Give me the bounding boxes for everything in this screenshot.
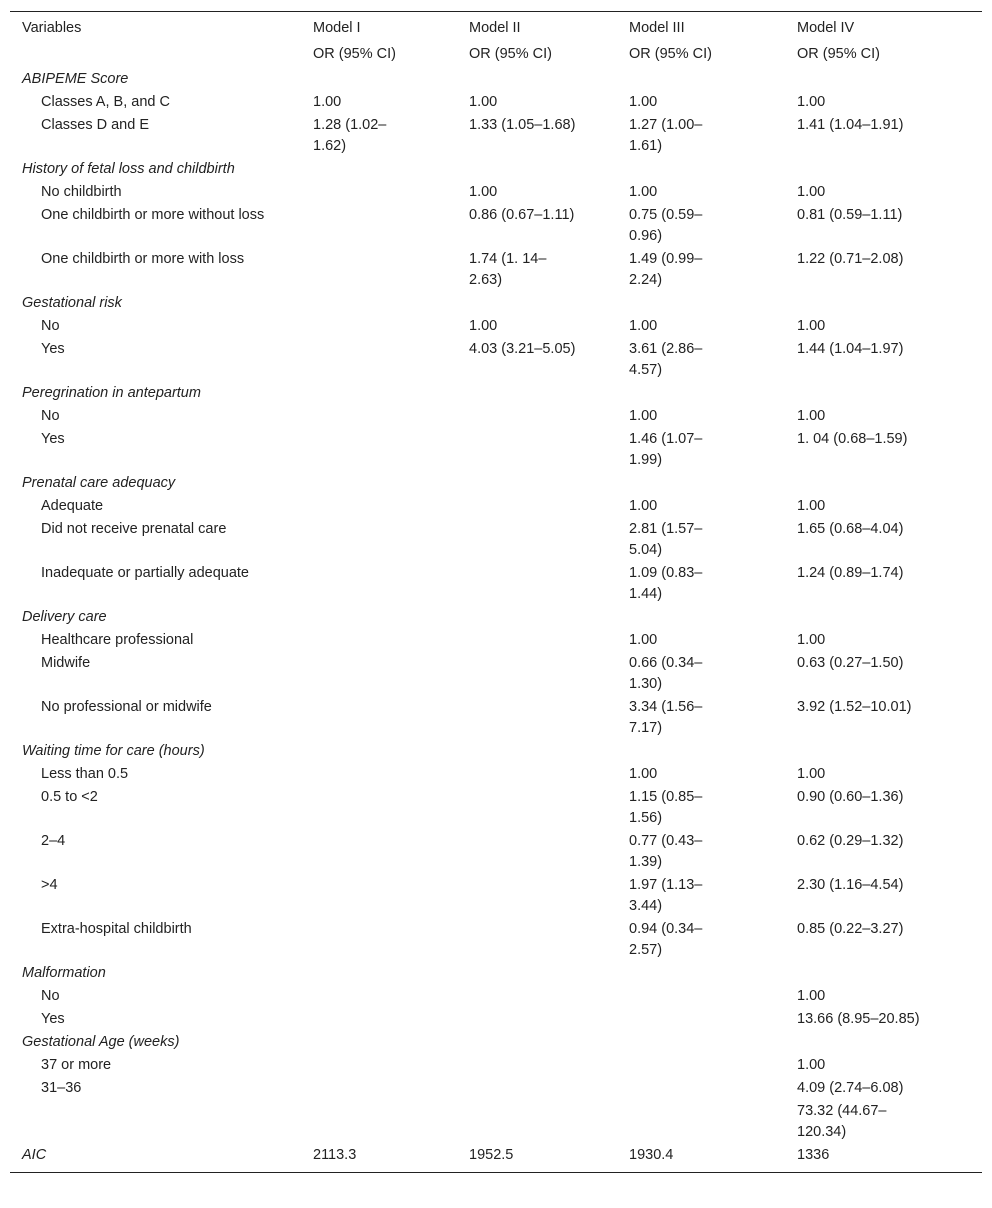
or-ci-text: 2.81 (1.57–5.04): [629, 521, 703, 558]
model-2-value: [469, 652, 629, 696]
model-2-value: [469, 763, 629, 786]
model-2-value: [469, 248, 629, 292]
model-2-value: [469, 428, 629, 472]
model-1-value: [313, 918, 469, 962]
model-1-value: [313, 629, 469, 652]
variable-label: Healthcare professional: [41, 632, 194, 648]
variable-label: Extra-hospital childbirth: [41, 921, 192, 937]
table-row: [10, 114, 982, 158]
or-ci-text: 1.15 (0.85–1.56): [629, 789, 703, 826]
or-ci-text: 1.00: [797, 408, 826, 424]
subheader-blank: [10, 40, 313, 68]
table-row: [10, 428, 982, 472]
model-1-value: [313, 518, 469, 562]
model-4-value: [786, 91, 982, 114]
or-ci-text: 13.66 (8.95–20.85): [797, 1011, 920, 1027]
category-row: [10, 292, 982, 315]
model-2-value: [469, 696, 629, 740]
model-2-value: [469, 1077, 629, 1100]
model-4-value: [786, 338, 982, 382]
model-3-value: [629, 629, 786, 652]
model-3-value: [629, 248, 786, 292]
category-label: ABIPEME Score: [22, 71, 129, 87]
model-3-value: [629, 874, 786, 918]
model-4-value: [786, 562, 982, 606]
model-3-value: [629, 428, 786, 472]
model-2-value: [469, 1054, 629, 1077]
model-4-value: [786, 428, 982, 472]
model-3-value: [629, 518, 786, 562]
subheader-model-2: OR (95% CI): [469, 46, 552, 62]
model-3-value: [629, 918, 786, 962]
model-3-value: [629, 696, 786, 740]
table-row: [10, 874, 982, 918]
model-4-value: [786, 874, 982, 918]
or-ci-text: 1.00: [629, 408, 658, 424]
model-4-value: [786, 985, 982, 1008]
header-model-2: Model II: [469, 20, 521, 36]
model-2-value: [469, 830, 629, 874]
model-3-value: [629, 1008, 786, 1031]
model-4-value: [786, 405, 982, 428]
or-ci-text: 1.24 (0.89–1.74): [797, 565, 904, 581]
model-3-value: [629, 1144, 786, 1172]
variable-label: Classes A, B, and C: [41, 94, 170, 110]
or-ci-text: 0.63 (0.27–1.50): [797, 655, 904, 671]
model-1-value: [313, 181, 469, 204]
or-ci-text: 1.97 (1.13–3.44): [629, 877, 703, 914]
or-ci-text: 1.00: [797, 498, 826, 514]
model-1-value: [313, 405, 469, 428]
category-row: [10, 1031, 982, 1054]
table-row: [10, 652, 982, 696]
model-2-value: [469, 1008, 629, 1031]
model-1-value: [313, 696, 469, 740]
model-1-value: [313, 1144, 469, 1172]
variable-label: Yes: [41, 431, 65, 447]
variable-label: Classes D and E: [41, 117, 149, 133]
table-row: [10, 495, 982, 518]
table-row: [10, 315, 982, 338]
or-ci-text: 1.00: [797, 632, 826, 648]
header-variables: Variables: [22, 20, 82, 36]
model-2-value: [469, 786, 629, 830]
model-4-value: [786, 1054, 982, 1077]
or-ci-text: 0.86 (0.67–1.11): [469, 207, 575, 223]
subheader-model-3: OR (95% CI): [629, 46, 712, 62]
model-3-value: [629, 315, 786, 338]
model-4-value: [786, 696, 982, 740]
model-1-value: [313, 315, 469, 338]
model-2-value: [469, 518, 629, 562]
category-label: Waiting time for care (hours): [22, 743, 205, 759]
model-2-value: [469, 495, 629, 518]
model-2-value: [469, 91, 629, 114]
or-ci-text: 1.74 (1. 14–2.63): [469, 251, 547, 288]
category-label: Delivery care: [22, 609, 107, 625]
model-3-value: [629, 985, 786, 1008]
subheader-model-1: OR (95% CI): [313, 46, 396, 62]
table-row: [10, 518, 982, 562]
model-2-value: [469, 114, 629, 158]
model-1-value: [313, 763, 469, 786]
or-ci-text: 2.30 (1.16–4.54): [797, 877, 904, 893]
table-row: [10, 985, 982, 1008]
or-ci-text: 4.09 (2.74–6.08): [797, 1080, 904, 1096]
or-ci-text: 2113.3: [313, 1147, 357, 1163]
model-3-value: [629, 338, 786, 382]
variable-label: Did not receive prenatal care: [41, 521, 227, 537]
or-ci-text: 1.44 (1.04–1.97): [797, 341, 904, 357]
or-ci-text: 1.41 (1.04–1.91): [797, 117, 904, 133]
model-2-value: [469, 338, 629, 382]
category-row: [10, 962, 982, 985]
model-4-value: [786, 918, 982, 962]
odds-ratio-table: [10, 12, 982, 1172]
model-1-value: [313, 786, 469, 830]
or-ci-text: 1952.5: [469, 1147, 514, 1163]
table-row: [10, 1100, 982, 1144]
model-2-value: [469, 629, 629, 652]
table-row: [10, 1077, 982, 1100]
or-ci-text: 1.00: [797, 988, 826, 1004]
model-4-value: [786, 629, 982, 652]
or-ci-text: 1.00: [797, 184, 826, 200]
or-ci-text: 1.00: [469, 318, 498, 334]
model-2-value: [469, 1100, 629, 1144]
model-1-value: [313, 248, 469, 292]
table-row: [10, 918, 982, 962]
model-4-value: [786, 763, 982, 786]
model-4-value: [786, 518, 982, 562]
category-row: [10, 382, 982, 405]
or-ci-text: 1.22 (0.71–2.08): [797, 251, 904, 267]
or-ci-text: 1. 04 (0.68–1.59): [797, 431, 908, 447]
or-ci-text: 0.90 (0.60–1.36): [797, 789, 904, 805]
variable-label: No childbirth: [41, 184, 122, 200]
table-row: [10, 562, 982, 606]
category-label: Prenatal care adequacy: [22, 475, 176, 491]
model-2-value: [469, 874, 629, 918]
or-ci-text: 1.33 (1.05–1.68): [469, 117, 576, 133]
subheader-model-4: OR (95% CI): [797, 46, 880, 62]
or-ci-text: 1.00: [313, 94, 342, 110]
variable-label: Midwife: [41, 655, 91, 671]
model-4-value: [786, 1077, 982, 1100]
or-ci-text: 0.77 (0.43–1.39): [629, 833, 703, 870]
model-4-value: [786, 114, 982, 158]
model-1-value: [313, 114, 469, 158]
or-ci-text: 1.00: [797, 94, 826, 110]
or-ci-text: 1930.4: [629, 1147, 674, 1163]
or-ci-text: 1.00: [469, 184, 498, 200]
or-ci-text: 1.00: [629, 184, 658, 200]
or-ci-text: 0.81 (0.59–1.11): [797, 207, 903, 223]
or-ci-text: 1336: [797, 1147, 830, 1163]
model-3-value: [629, 204, 786, 248]
variable-label: Yes: [41, 341, 65, 357]
or-ci-text: 1.46 (1.07–1.99): [629, 431, 703, 468]
model-1-value: [313, 204, 469, 248]
variable-label: Inadequate or partially adequate: [41, 565, 249, 581]
model-3-value: [629, 1100, 786, 1144]
or-ci-text: 1.09 (0.83–1.44): [629, 565, 703, 602]
model-2-value: [469, 985, 629, 1008]
header-model-1: Model I: [313, 20, 361, 36]
model-3-value: [629, 181, 786, 204]
category-row: [10, 740, 982, 763]
variable-label: AIC: [22, 1147, 47, 1163]
variable-label: >4: [41, 877, 58, 893]
category-label: Malformation: [22, 965, 106, 981]
header-model-4: Model IV: [797, 20, 855, 36]
regression-table-container: [10, 11, 982, 1173]
variable-label: 0.5 to <2: [41, 789, 98, 805]
or-ci-text: 1.00: [797, 766, 826, 782]
table-row: [10, 1054, 982, 1077]
variable-label: 31–36: [41, 1080, 82, 1096]
model-4-value: [786, 786, 982, 830]
or-ci-text: 1.00: [629, 498, 658, 514]
or-ci-text: 3.92 (1.52–10.01): [797, 699, 912, 715]
or-ci-text: 1.00: [629, 632, 658, 648]
model-1-value: [313, 1100, 469, 1144]
model-2-value: [469, 204, 629, 248]
variable-label: 37 or more: [41, 1057, 112, 1073]
variable-label: No: [41, 408, 60, 424]
or-ci-text: 1.28 (1.02–1.62): [313, 117, 387, 154]
model-4-value: [786, 181, 982, 204]
category-label: Gestational Age (weeks): [22, 1034, 180, 1050]
model-2-value: [469, 562, 629, 606]
category-label: Gestational risk: [22, 295, 122, 311]
or-ci-text: 1.49 (0.99–2.24): [629, 251, 703, 288]
model-4-value: [786, 830, 982, 874]
category-row: [10, 68, 982, 91]
table-row: [10, 338, 982, 382]
model-3-value: [629, 830, 786, 874]
or-ci-text: 0.94 (0.34–2.57): [629, 921, 703, 958]
table-row: [10, 830, 982, 874]
model-3-value: [629, 786, 786, 830]
or-ci-text: 73.32 (44.67–120.34): [797, 1103, 887, 1140]
aic-row: [10, 1144, 982, 1172]
model-1-value: [313, 1054, 469, 1077]
variable-label: No professional or midwife: [41, 699, 212, 715]
or-ci-text: 1.65 (0.68–4.04): [797, 521, 904, 537]
or-ci-text: 0.75 (0.59–0.96): [629, 207, 703, 244]
model-1-value: [313, 985, 469, 1008]
or-ci-text: 1.00: [797, 1057, 826, 1073]
model-1-value: [313, 652, 469, 696]
variable-label: Adequate: [41, 498, 104, 514]
table-row: [10, 1008, 982, 1031]
or-ci-text: 1.00: [469, 94, 498, 110]
table-row: [10, 405, 982, 428]
or-ci-text: 0.62 (0.29–1.32): [797, 833, 904, 849]
header-model-3: Model III: [629, 20, 685, 36]
model-4-value: [786, 1144, 982, 1172]
model-2-value: [469, 1144, 629, 1172]
model-1-value: [313, 1077, 469, 1100]
table-row: [10, 786, 982, 830]
variable-label: One childbirth or more without loss: [41, 207, 265, 223]
model-2-value: [469, 315, 629, 338]
or-ci-text: 1.00: [629, 766, 658, 782]
or-ci-text: 0.66 (0.34–1.30): [629, 655, 703, 692]
model-3-value: [629, 1054, 786, 1077]
variable-label: [10, 1100, 313, 1144]
model-3-value: [629, 1077, 786, 1100]
variable-label: Yes: [41, 1011, 65, 1027]
model-4-value: [786, 315, 982, 338]
or-ci-text: 1.00: [797, 318, 826, 334]
table-row: [10, 204, 982, 248]
or-ci-text: 1.00: [629, 318, 658, 334]
model-4-value: [786, 652, 982, 696]
model-1-value: [313, 1008, 469, 1031]
model-3-value: [629, 652, 786, 696]
model-3-value: [629, 763, 786, 786]
table-row: [10, 763, 982, 786]
table-row: [10, 91, 982, 114]
variable-label: Less than 0.5: [41, 766, 129, 782]
table-row: [10, 248, 982, 292]
model-2-value: [469, 181, 629, 204]
model-1-value: [313, 495, 469, 518]
model-3-value: [629, 405, 786, 428]
category-label: History of fetal loss and childbirth: [22, 161, 235, 177]
model-4-value: [786, 1100, 982, 1144]
model-4-value: [786, 204, 982, 248]
or-ci-text: 4.03 (3.21–5.05): [469, 341, 576, 357]
category-row: [10, 158, 982, 181]
category-row: [10, 606, 982, 629]
model-1-value: [313, 830, 469, 874]
model-1-value: [313, 338, 469, 382]
model-1-value: [313, 874, 469, 918]
model-1-value: [313, 428, 469, 472]
header-row: [10, 12, 982, 40]
model-3-value: [629, 562, 786, 606]
variable-label: 2–4: [41, 833, 66, 849]
or-ci-text: 3.34 (1.56–7.17): [629, 699, 703, 736]
model-4-value: [786, 1008, 982, 1031]
subheader-row: [10, 40, 982, 68]
or-ci-text: 1.27 (1.00–1.61): [629, 117, 703, 154]
or-ci-text: 0.85 (0.22–3.27): [797, 921, 904, 937]
variable-label: No: [41, 988, 60, 1004]
variable-label: No: [41, 318, 60, 334]
model-3-value: [629, 495, 786, 518]
or-ci-text: 3.61 (2.86–4.57): [629, 341, 703, 378]
category-label: Peregrination in antepartum: [22, 385, 201, 401]
model-1-value: [313, 91, 469, 114]
model-4-value: [786, 248, 982, 292]
table-body: [10, 68, 982, 1172]
or-ci-text: 1.00: [629, 94, 658, 110]
model-2-value: [469, 918, 629, 962]
model-3-value: [629, 91, 786, 114]
table-row: [10, 696, 982, 740]
table-row: [10, 629, 982, 652]
category-row: [10, 472, 982, 495]
table-row: [10, 181, 982, 204]
variable-label: One childbirth or more with loss: [41, 251, 245, 267]
model-4-value: [786, 495, 982, 518]
model-1-value: [313, 562, 469, 606]
model-2-value: [469, 405, 629, 428]
model-3-value: [629, 114, 786, 158]
